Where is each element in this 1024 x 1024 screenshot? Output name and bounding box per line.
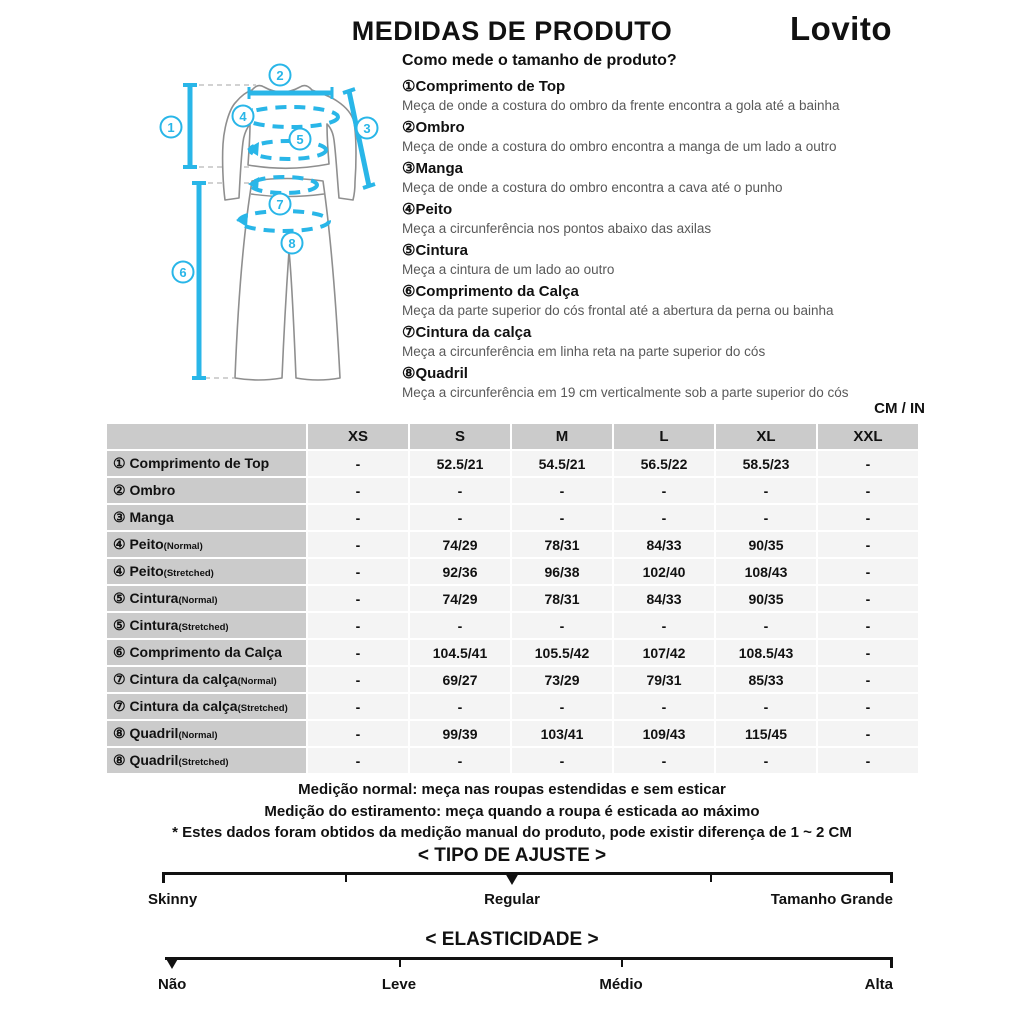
size-cell: 73/29 [512, 667, 612, 692]
size-cell: - [716, 694, 816, 719]
brand-logo: Lovito [790, 10, 892, 47]
elasticity-label-leve: Leve [381, 976, 417, 993]
badge-5: 5 [296, 132, 304, 147]
size-cell: - [818, 586, 918, 611]
note-line: * Estes dados foram obtidos da medição manual do produto, pode existir diferença de 1 ~ 2 CM [172, 824, 852, 841]
size-column-header: XS [308, 424, 408, 449]
table-row [107, 613, 918, 638]
size-cell: - [818, 721, 918, 746]
row-label: ⑦ Cintura da calça(Normal) [107, 667, 306, 692]
size-cell: 108.5/43 [716, 640, 816, 665]
definition-description: Meça a cintura de um lado ao outro [402, 262, 615, 277]
size-cell: - [818, 640, 918, 665]
garment-measurement-diagram [138, 56, 412, 412]
size-cell: 92/36 [410, 559, 510, 584]
size-cell: - [512, 505, 612, 530]
size-cell: - [818, 532, 918, 557]
size-cell: - [410, 694, 510, 719]
definition-description: Meça de onde a costura do ombro encontra a manga de um lado a outro [402, 139, 837, 154]
size-cell: 84/33 [614, 586, 714, 611]
elasticity-tick-end [890, 957, 893, 968]
definition-item [402, 119, 927, 160]
badge-2: 2 [276, 68, 284, 83]
fit-marker [505, 873, 519, 885]
badge-7: 7 [276, 197, 284, 212]
row-label: ② Ombro [107, 478, 306, 503]
fit-tick-75 [710, 872, 712, 882]
size-cell: 108/43 [716, 559, 816, 584]
size-cell: - [818, 748, 918, 773]
size-cell: 90/35 [716, 586, 816, 611]
elasticity-label-alta: Alta [864, 976, 893, 993]
row-label: ④ Peito(Normal) [107, 532, 306, 557]
row-label: ⑦ Cintura da calça(Stretched) [107, 694, 306, 719]
badge-1: 1 [167, 120, 175, 135]
elasticity-marker [165, 957, 179, 969]
size-cell: 90/35 [716, 532, 816, 557]
definition-description: Meça de onde a costura do ombro encontra a cava até o punho [402, 180, 783, 195]
elasticity-tick-leve [399, 957, 401, 967]
badge-4: 4 [239, 109, 247, 124]
size-cell: - [818, 478, 918, 503]
elasticity-label-medio: Médio [599, 976, 643, 993]
fit-label-skinny: Skinny [148, 891, 198, 908]
fit-label-tamanho-grande: Tamanho Grande [770, 891, 893, 908]
size-cell: 85/33 [716, 667, 816, 692]
size-cell: - [512, 478, 612, 503]
note-line: Medição normal: meça nas roupas estendidas e sem esticar [298, 781, 726, 798]
definition-description: Meça a circunferência em linha reta na parte superior do cós [402, 344, 766, 359]
size-cell: - [308, 478, 408, 503]
size-cell: 107/42 [614, 640, 714, 665]
size-cell: - [410, 505, 510, 530]
size-cell: - [512, 748, 612, 773]
size-cell: - [818, 613, 918, 638]
row-label: ① Comprimento de Top [107, 451, 306, 476]
row-label: ③ Manga [107, 505, 306, 530]
size-cell: - [818, 667, 918, 692]
table-row [107, 640, 918, 665]
size-cell: - [818, 451, 918, 476]
table-row [107, 748, 918, 773]
definition-term: ⑥Comprimento da Calça [402, 283, 579, 300]
size-cell: - [512, 613, 612, 638]
size-cell: - [614, 478, 714, 503]
row-label: ⑧ Quadril(Normal) [107, 721, 306, 746]
size-cell: - [818, 559, 918, 584]
size-column-header: XL [716, 424, 816, 449]
size-cell: 102/40 [614, 559, 714, 584]
definitions-list [402, 78, 927, 406]
table-row [107, 721, 918, 746]
corner-cell [107, 424, 306, 449]
row-label-suffix: (Normal) [178, 730, 218, 741]
size-cell: - [308, 532, 408, 557]
row-label-suffix: (Normal) [178, 595, 218, 606]
size-cell: 103/41 [512, 721, 612, 746]
definition-term: ⑤Cintura [402, 242, 468, 259]
table-row [107, 559, 918, 584]
size-cell: - [308, 559, 408, 584]
fit-tick-start [162, 872, 165, 883]
size-cell: - [512, 694, 612, 719]
size-cell: 78/31 [512, 532, 612, 557]
definition-term: ⑦Cintura da calça [402, 324, 532, 341]
unit-label: CM / IN [874, 400, 925, 417]
size-cell: - [614, 613, 714, 638]
definition-description: Meça de onde a costura do ombro da frente encontra a gola até a bainha [402, 98, 840, 113]
row-label-suffix: (Stretched) [163, 568, 214, 579]
row-label-suffix: (Normal) [237, 676, 277, 687]
badge-8: 8 [288, 236, 296, 251]
definition-term: ①Comprimento de Top [402, 78, 566, 95]
row-label-suffix: (Stretched) [178, 757, 229, 768]
table-row [107, 532, 918, 557]
size-cell: 56.5/22 [614, 451, 714, 476]
size-cell: 78/31 [512, 586, 612, 611]
fit-scale-line [162, 872, 893, 875]
row-label: ⑧ Quadril(Stretched) [107, 748, 306, 773]
fit-scale-title: < TIPO DE AJUSTE > [417, 845, 607, 866]
size-cell: - [308, 694, 408, 719]
size-cell: 74/29 [410, 586, 510, 611]
definition-term: ④Peito [402, 201, 453, 218]
size-cell: - [308, 505, 408, 530]
size-cell: 104.5/41 [410, 640, 510, 665]
definition-term: ②Ombro [402, 119, 465, 136]
elasticity-label-nao: Não [158, 976, 187, 993]
size-cell: - [308, 451, 408, 476]
size-cell: 79/31 [614, 667, 714, 692]
table-row [107, 667, 918, 692]
definition-item [402, 365, 927, 406]
how-to-measure-subtitle: Como mede o tamanho de produto? [402, 52, 677, 69]
size-cell: - [614, 748, 714, 773]
elasticity-scale-title: < ELASTICIDADE > [425, 929, 599, 950]
size-cell: - [410, 478, 510, 503]
size-cell: - [818, 505, 918, 530]
size-table-body [107, 424, 918, 773]
fit-tick-25 [345, 872, 347, 882]
size-cell: 115/45 [716, 721, 816, 746]
size-cell: 105.5/42 [512, 640, 612, 665]
elasticity-scale-line [165, 957, 893, 960]
definition-item [402, 242, 927, 283]
elasticity-tick-medio [621, 957, 623, 967]
size-cell: - [716, 748, 816, 773]
note-line: Medição do estiramento: meça quando a roupa é esticada ao máximo [264, 802, 760, 820]
row-label: ④ Peito(Stretched) [107, 559, 306, 584]
row-label-suffix: (Stretched) [178, 622, 229, 633]
definition-description: Meça a circunferência em 19 cm verticalmente sob a parte superior do cós [402, 385, 849, 400]
row-label: ⑥ Comprimento da Calça [107, 640, 306, 665]
size-cell: - [308, 667, 408, 692]
size-cell: - [716, 505, 816, 530]
page-title: MEDIDAS DE PRODUTO [351, 16, 673, 46]
table-row [107, 694, 918, 719]
size-cell: - [410, 613, 510, 638]
size-column-header: L [614, 424, 714, 449]
size-cell: - [716, 613, 816, 638]
definition-item [402, 283, 927, 324]
definition-description: Meça da parte superior do cós frontal até a abertura da perna ou bainha [402, 303, 834, 318]
size-cell: 84/33 [614, 532, 714, 557]
table-header-row [107, 424, 918, 449]
size-column-header: S [410, 424, 510, 449]
size-cell: 99/39 [410, 721, 510, 746]
size-cell: - [614, 505, 714, 530]
measurement-notes [0, 779, 1024, 844]
size-cell: - [818, 694, 918, 719]
badge-3: 3 [363, 121, 371, 136]
size-cell: - [308, 721, 408, 746]
definition-item [402, 201, 927, 242]
definition-item [402, 160, 927, 201]
size-cell: - [410, 748, 510, 773]
table-row [107, 505, 918, 530]
row-label-suffix: (Stretched) [237, 703, 288, 714]
fit-tick-end [890, 872, 893, 883]
row-label-suffix: (Normal) [163, 541, 203, 552]
size-cell: - [308, 613, 408, 638]
table-row [107, 586, 918, 611]
row-label: ⑤ Cintura(Normal) [107, 586, 306, 611]
definition-item [402, 78, 927, 119]
size-cell: 52.5/21 [410, 451, 510, 476]
fit-label-regular: Regular [484, 891, 540, 908]
row-label: ⑤ Cintura(Stretched) [107, 613, 306, 638]
definition-description: Meça a circunferência nos pontos abaixo das axilas [402, 221, 712, 236]
table-row [107, 478, 918, 503]
size-cell: 96/38 [512, 559, 612, 584]
size-cell: - [716, 478, 816, 503]
definition-term: ⑧Quadril [402, 365, 468, 382]
size-cell: - [614, 694, 714, 719]
size-column-header: M [512, 424, 612, 449]
size-cell: 58.5/23 [716, 451, 816, 476]
size-cell: - [308, 748, 408, 773]
definition-term: ③Manga [402, 160, 463, 177]
size-cell: - [308, 586, 408, 611]
size-cell: 69/27 [410, 667, 510, 692]
size-column-header: XXL [818, 424, 918, 449]
badge-6: 6 [179, 265, 187, 280]
size-cell: 54.5/21 [512, 451, 612, 476]
size-table [105, 422, 920, 775]
definition-item [402, 324, 927, 365]
size-cell: 109/43 [614, 721, 714, 746]
size-cell: - [308, 640, 408, 665]
size-cell: 74/29 [410, 532, 510, 557]
table-row [107, 451, 918, 476]
